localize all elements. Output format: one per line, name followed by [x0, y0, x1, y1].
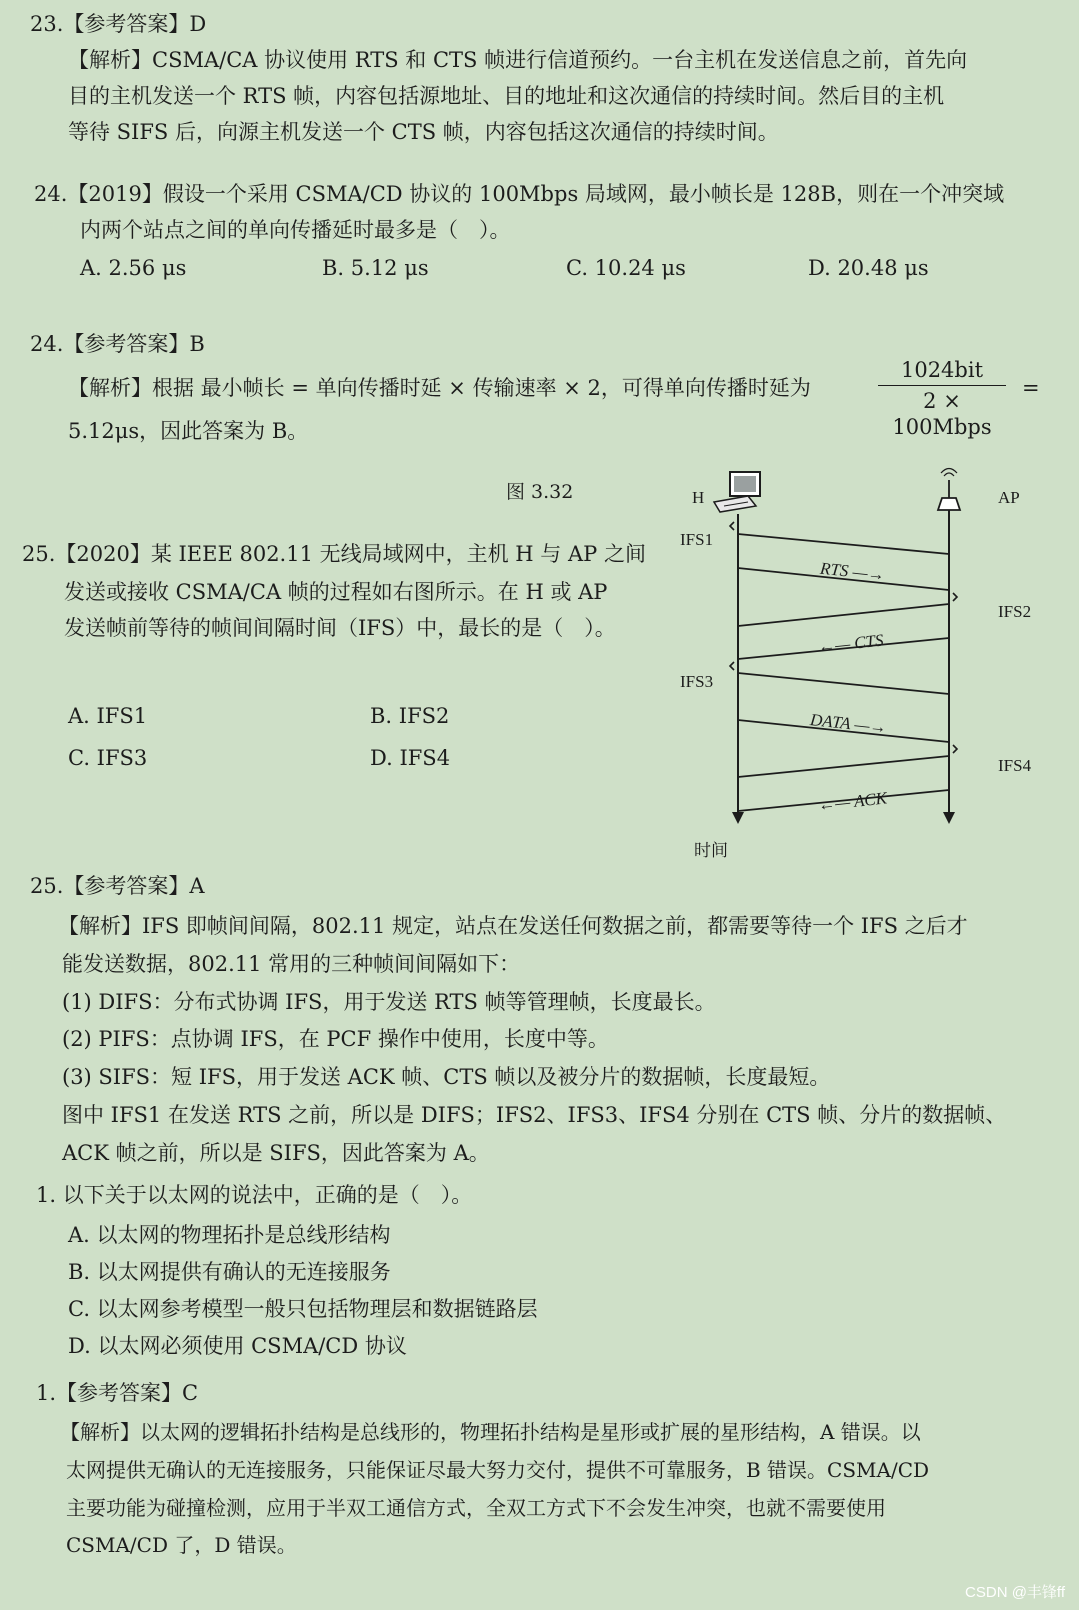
cts-frame-start [738, 604, 949, 626]
q24-question-line: 24.【2019】假设一个采用 CSMA/CD 协议的 100Mbps 局域网，最小帧长是 128B，则在一个冲突域 [34, 182, 1005, 206]
rts-frame-start [738, 534, 949, 554]
q25-explanation-line: (3) SIFS：短 IFS，用于发送 ACK 帧、CTS 帧以及被分片的数据帧，长度最短。 [62, 1065, 831, 1089]
time-axis-label: 时间 [694, 841, 728, 860]
q1-explanation-line: CSMA/CD 了，D 错误。 [66, 1533, 297, 1557]
ifs4-label: IFS4 [998, 756, 1032, 775]
host-timeline-arrowhead [732, 812, 744, 824]
ifs3-marker [730, 662, 734, 670]
access-point-icon [938, 469, 960, 511]
q23-answer-title: 23.【参考答案】D [30, 12, 207, 36]
q1-option-a: A. 以太网的物理拓扑是总线形结构 [68, 1223, 391, 1247]
fraction-numerator: 1024bit [900, 358, 984, 382]
q25-explanation-line: 【解析】IFS 即帧间间隔，802.11 规定，站点在发送任何数据之前，都需要等待一个 IFS 之后才 [58, 914, 968, 938]
q25-explanation-line: (1) DIFS：分布式协调 IFS，用于发送 RTS 帧等管理帧，长度最长。 [62, 990, 716, 1014]
q1-explanation-line: 【解析】以太网的逻辑拓扑结构是总线形的，物理拓扑结构是星形或扩展的星形结构，A 错误。以 [60, 1420, 921, 1444]
ifs4-marker [953, 745, 957, 753]
fraction-denominator: 2 × 100Mbps [892, 389, 992, 439]
q1-question-line: 1. 以下关于以太网的说法中，正确的是（ ）。 [36, 1183, 473, 1207]
q1-option-b: B. 以太网提供有确认的无连接服务 [68, 1260, 391, 1284]
q1-explanation-line: 太网提供无确认的无连接服务，只能保证尽最大努力交付，提供不可靠服务，B 错误。CSMA/CD [66, 1458, 930, 1482]
ifs3-label: IFS3 [680, 672, 714, 691]
q25-explanation-line: (2) PIFS：点协调 IFS，在 PCF 操作中使用，长度中等。 [62, 1027, 609, 1051]
host-label: H [692, 488, 705, 507]
ifs2-label: IFS2 [998, 602, 1032, 621]
q24-option-d: D. 20.48 μs [808, 256, 929, 280]
ack-frame-label: ←— ACK [817, 788, 888, 815]
computer-icon [714, 472, 760, 512]
q25-option-a: A. IFS1 [68, 704, 148, 728]
fraction-bar [878, 385, 1006, 386]
ifs1-marker [730, 522, 734, 530]
q23-explanation-line: 【解析】CSMA/CA 协议使用 RTS 和 CTS 帧进行信道预约。一台主机在发送信息之前，首先向 [68, 48, 968, 72]
q25-question-line: 发送或接收 CSMA/CA 帧的过程如右图所示。在 H 或 AP [64, 580, 608, 604]
q24-option-c: C. 10.24 μs [566, 256, 686, 280]
csdn-watermark: CSDN @丰锋ff [965, 1584, 1065, 1601]
q25-option-b: B. IFS2 [370, 704, 450, 728]
q1-option-c: C. 以太网参考模型一般只包括物理层和数据链路层 [68, 1297, 538, 1321]
q24-question-line: 内两个站点之间的单向传播延时最多是（ ）。 [80, 218, 511, 242]
q24-answer-title: 24.【参考答案】B [30, 332, 205, 356]
q25-question-line: 25.【2020】某 IEEE 802.11 无线局域网中，主机 H 与 AP 之间 [22, 542, 646, 566]
q25-explanation-line: ACK 帧之前，所以是 SIFS，因此答案为 A。 [62, 1141, 490, 1165]
figure-caption: 图 3.32 [506, 481, 574, 503]
data-frame-start [738, 673, 949, 694]
q25-explanation-line: 图中 IFS1 在发送 RTS 之前，所以是 DIFS；IFS2、IFS3、IFS4 分别在 CTS 帧、分片的数据帧、 [62, 1103, 1007, 1127]
ifs1-label: IFS1 [680, 530, 714, 549]
ap-label: AP [998, 488, 1020, 507]
q1-explanation-line: 主要功能为碰撞检测，应用于半双工通信方式，全双工方式下不会发生冲突，也就不需要使用 [66, 1496, 886, 1520]
formula-fraction [878, 357, 1006, 440]
q24-explanation-line: 5.12μs，因此答案为 B。 [68, 419, 309, 443]
q1-answer-title: 1.【参考答案】C [36, 1381, 199, 1405]
q23-explanation-line: 目的主机发送一个 RTS 帧，内容包括源地址、目的地址和这次通信的持续时间。然后目的主机 [68, 84, 945, 108]
cts-frame-label: ←— CTS [817, 630, 885, 657]
rts-frame-label: RTS —→ [819, 558, 886, 585]
formula-equals: = [1022, 376, 1040, 400]
q25-explanation-line: 能发送数据，802.11 常用的三种帧间间隔如下： [62, 952, 521, 976]
ack-frame-start [738, 756, 949, 777]
q25-question-line: 发送帧前等待的帧间间隔时间（IFS）中，最长的是（ ）。 [64, 616, 616, 640]
ap-timeline-arrowhead [943, 812, 955, 824]
q1-option-d: D. 以太网必须使用 CSMA/CD 协议 [68, 1334, 407, 1358]
q24-option-a: A. 2.56 μs [80, 256, 187, 280]
data-frame-label: DATA —→ [809, 710, 888, 737]
q23-explanation-line: 等待 SIFS 后，向源主机发送一个 CTS 帧，内容包括这次通信的持续时间。 [68, 120, 779, 144]
q25-answer-title: 25.【参考答案】A [30, 874, 205, 898]
q24-option-b: B. 5.12 μs [322, 256, 429, 280]
q25-option-d: D. IFS4 [370, 746, 451, 770]
q24-explanation-line: 【解析】根据 最小帧长 = 单向传播时延 × 传输速率 × 2，可得单向传播时延为 [68, 376, 811, 400]
q25-option-c: C. IFS3 [68, 746, 148, 770]
ifs2-marker [953, 593, 957, 601]
